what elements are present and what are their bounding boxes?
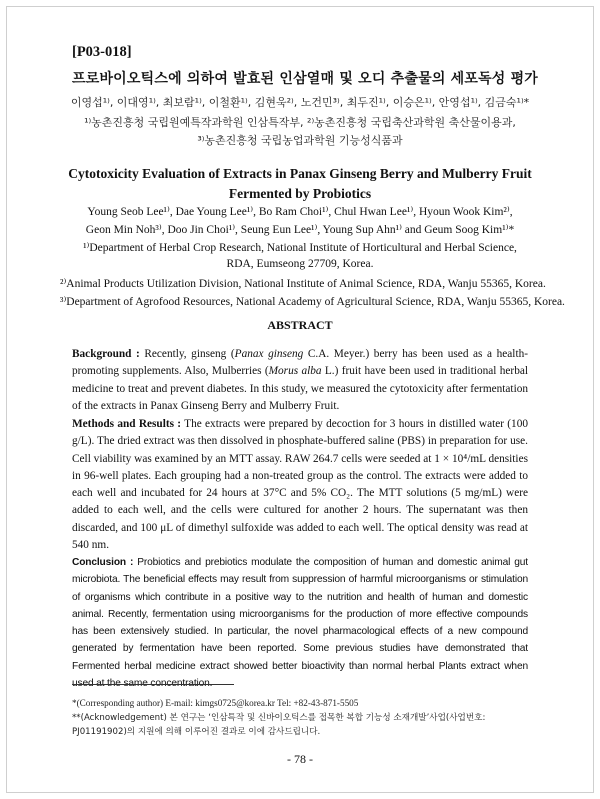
korean-affiliation-line-2: ³⁾농촌진흥청 국립농업과학원 기능성식품과: [197, 134, 403, 147]
affiliation-1-line-2: RDA, Eumseong 27709, Korea.: [226, 258, 374, 270]
background-text-1: Recently, ginseng (: [139, 348, 235, 360]
methods-paragraph: [72, 416, 528, 554]
korean-affiliation-line-1: ¹⁾농촌진흥청 국립원예특작과학원 인삼특작부, ²⁾농촌진흥청 국립축산과학원 축산물이용과,: [84, 116, 516, 129]
conclusion-label: Conclusion :: [72, 557, 134, 568]
english-title-line-1: Cytotoxicity Evaluation of Extracts in Panax Ginseng Berry and Mulberry Fruit: [68, 166, 532, 181]
affiliation-1-line-1: ¹⁾Department of Herbal Crop Research, National Institute of Horticultural and Herbal Science,: [83, 242, 517, 254]
footnote-acknowledgement-line-2: PJ01191902)의 지원에 의해 이루어진 결과로 이에 감사드립니다.: [72, 727, 321, 737]
footnote-corresponding: *(Corresponding author) E-mail: kimgs0725@korea.kr Tel: +82-43-871-5505: [72, 698, 359, 708]
affiliation-2: ²⁾Animal Products Utilization Division, National Institute of Animal Science, RDA, Wanju 55365, Korea.: [60, 278, 546, 290]
background-species-2: Morus alba: [268, 365, 322, 378]
footnote-divider: [72, 684, 234, 685]
abstract-code: [P03-018]: [72, 44, 132, 60]
page-number: - 78 -: [287, 752, 313, 766]
footnote-acknowledgement-line-1: **(Acknowledgement) 본 연구는 ‘인삼특작 및 신바이오틱스를 접목한 복합 기능성 소재개발’사업(사업번호:: [72, 713, 486, 723]
english-authors-line-1: Young Seob Lee¹⁾, Dae Young Lee¹⁾, Bo Ram Choi¹⁾, Chul Hwan Lee¹⁾, Hyoun Wook Kim²⁾,: [87, 206, 513, 218]
background-species-1: Panax ginseng: [234, 348, 304, 360]
english-title-line-2: Fermented by Probiotics: [228, 186, 372, 201]
background-text-2: C.A. Meyer.) berry has been used as a health-promoting supplements. Also, Mulberries (: [72, 348, 528, 378]
korean-authors: 이영섭¹⁾, 이대영¹⁾, 최보람¹⁾, 이철환¹⁾, 김현욱²⁾, 노건민³⁾, 최두진¹⁾, 이승은¹⁾, 안영섭¹⁾, 김금숙¹⁾*: [70, 96, 530, 109]
korean-title: 프로바이오틱스에 의하여 발효된 인삼열매 및 오디 추출물의 세포독성 평가: [72, 71, 539, 87]
conclusion-paragraph: [72, 554, 528, 692]
abstract-heading: ABSTRACT: [267, 318, 333, 332]
background-paragraph: [72, 346, 528, 415]
background-label: Background :: [72, 348, 140, 360]
affiliation-3: ³⁾Department of Agrofood Resources, National Academy of Agricultural Science, RDA, Wanju 55365, Korea.: [60, 296, 565, 308]
english-authors-line-2: Geon Min Noh³⁾, Doo Jin Choi¹⁾, Seung Eun Lee¹⁾, Young Sup Ahn¹⁾ and Geum Soog Kim¹⁾*: [85, 224, 515, 236]
background-text-3: L.) fruit have been used in traditional herbal medicine to treat and prevent diabetes. In this study, we measured the cytotoxicity after fermentation of the extracts in Panax Ginseng Berry and Mulberry Fruit.: [72, 365, 528, 412]
conclusion-text: Probiotics and prebiotics modulate the composition of human and domestic animal gut microbiota. The beneficial effects may result from suppression of harmful microorganisms or stimulation of organisms which contribute in a positive way to the nutrition and health of human and domestic animal. Recently, fermentation using microorganisms for the production of more effective compounds has been extensively studied. In particular, the novel pharmacological effects of a new compound generated by fermentation have been reported. Some previous studies have demonstrated that Fermented herbal medicine extract showed better bioactivity than normal herbal Plants extract when used at the same concentration.: [72, 557, 528, 690]
methods-text: The extracts were prepared by decoction for 3 hours in distilled water (100 g/L). The dried extract was then dissolved in phosphate-buffered saline (PBS) in preparation for use. Cell viability was examined by an MTT assay. RAW 264.7 cells were seeded at 1 × 10⁴/mL densities in 96-well plates. Each grouping had a non-treated group as the control. The extracts were added to each well and incubated for 24 hours at 37°C and 5% CO₂. The MTT solutions (5 mg/mL) were added to each well, and the cells were cultured for another 2 hours. The supernatant was then discarded, and 100 μL of dimethyl sulfoxide was added to each well. The optical density was read at 540 nm.: [72, 418, 528, 552]
methods-label: Methods and Results :: [72, 418, 182, 430]
